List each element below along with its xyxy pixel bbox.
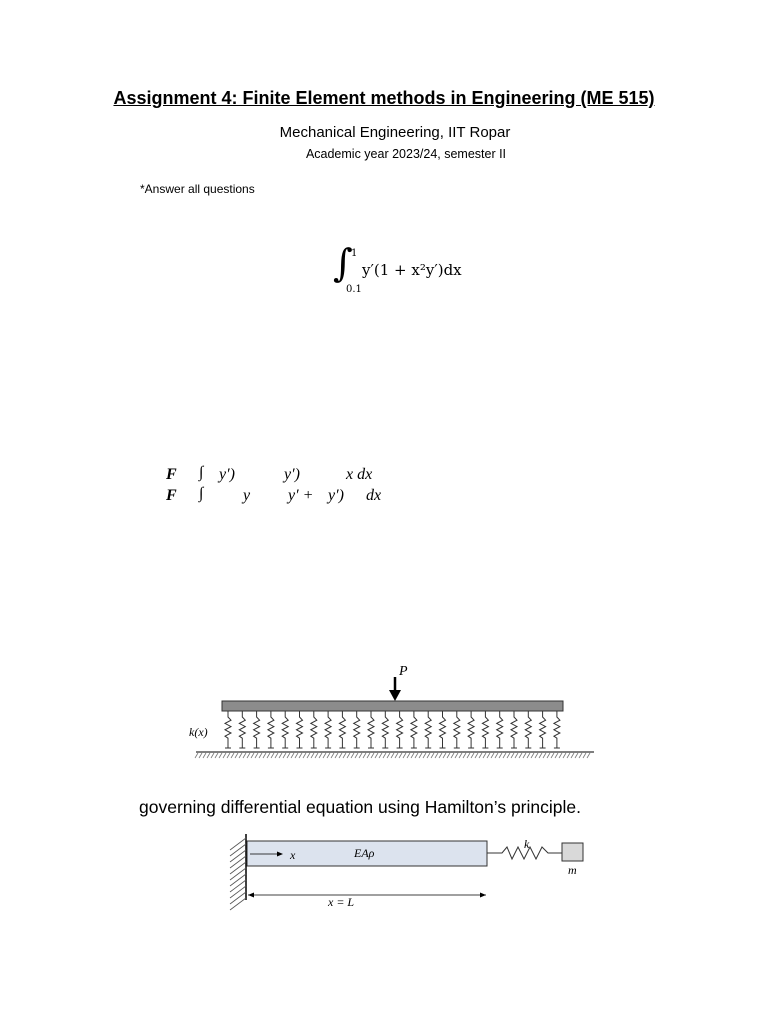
foundation-spring	[482, 711, 488, 748]
integral-upper-limit: 1	[351, 248, 358, 259]
foundation-spring	[325, 711, 331, 748]
load-label: P	[399, 664, 408, 679]
foundation-spring	[282, 711, 288, 748]
functional-1-term-a: y′)	[219, 466, 235, 483]
foundation-spring	[440, 711, 446, 748]
functional-1-term-c: x dx	[346, 466, 373, 483]
foundation-spring	[525, 711, 531, 748]
foundation-hatching	[195, 753, 590, 758]
beam	[222, 701, 563, 711]
foundation-spring	[511, 711, 517, 748]
functional-2-symbol: F	[166, 487, 177, 504]
foundation-spring	[268, 711, 274, 748]
foundation-spring	[425, 711, 431, 748]
hamilton-principle-text: governing differential equation using Hamilton’s principle.	[139, 797, 581, 817]
foundation-spring	[239, 711, 245, 748]
foundation-spring	[468, 711, 474, 748]
integral-sign: ∫	[333, 241, 353, 285]
spring-row	[225, 711, 560, 748]
functional-1-integral: ∫	[199, 464, 204, 481]
foundation-spring	[411, 711, 417, 748]
beam-on-elastic-foundation-figure	[180, 655, 600, 765]
foundation-spring	[311, 711, 317, 748]
dimension-right-arrow-icon	[480, 893, 486, 898]
foundation-spring	[368, 711, 374, 748]
spring-label: k	[524, 837, 530, 851]
foundation-spring	[297, 711, 303, 748]
foundation-spring	[354, 711, 360, 748]
foundation-spring	[454, 711, 460, 748]
functional-2-term-b: y′ +	[288, 487, 314, 504]
foundation-spring	[254, 711, 260, 748]
foundation-spring	[225, 711, 231, 748]
assignment-title: Assignment 4: Finite Element methods in Engineering (ME 515)	[113, 88, 655, 108]
axial-bar-spring-mass-figure	[222, 830, 592, 915]
foundation-spring	[497, 711, 503, 748]
foundation-spring	[339, 711, 345, 748]
functional-1-term-b: y′)	[284, 466, 300, 483]
length-label: x = L	[328, 895, 355, 909]
department-line: Mechanical Engineering, IIT Ropar	[279, 124, 511, 141]
instructions-note: *Answer all questions	[140, 182, 255, 196]
functional-2-integral: ∫	[199, 485, 204, 502]
integrand: y′(1 + x²y′)dx	[362, 261, 462, 279]
dimension-left-arrow-icon	[248, 893, 254, 898]
foundation-spring	[397, 711, 403, 748]
functional-2-term-a: y	[243, 487, 251, 504]
load-arrow-head-icon	[389, 690, 401, 701]
functional-2-term-d: dx	[366, 487, 382, 504]
x-coordinate-label: x	[290, 848, 296, 862]
academic-year-line: Academic year 2023/24, semester II	[305, 147, 507, 161]
mass-block	[562, 843, 583, 861]
spring-stiffness-label: k(x)	[189, 725, 208, 739]
bar-property-label: EAρ	[354, 846, 375, 860]
wall-hatching	[230, 838, 246, 910]
functional-1-symbol: F	[166, 466, 177, 483]
functional-2-term-c: y′)	[328, 487, 344, 504]
foundation-spring	[540, 711, 546, 748]
foundation-spring	[554, 711, 560, 748]
mass-label: m	[568, 863, 577, 877]
foundation-spring	[382, 711, 388, 748]
integral-lower-limit: 0.1	[346, 284, 362, 295]
